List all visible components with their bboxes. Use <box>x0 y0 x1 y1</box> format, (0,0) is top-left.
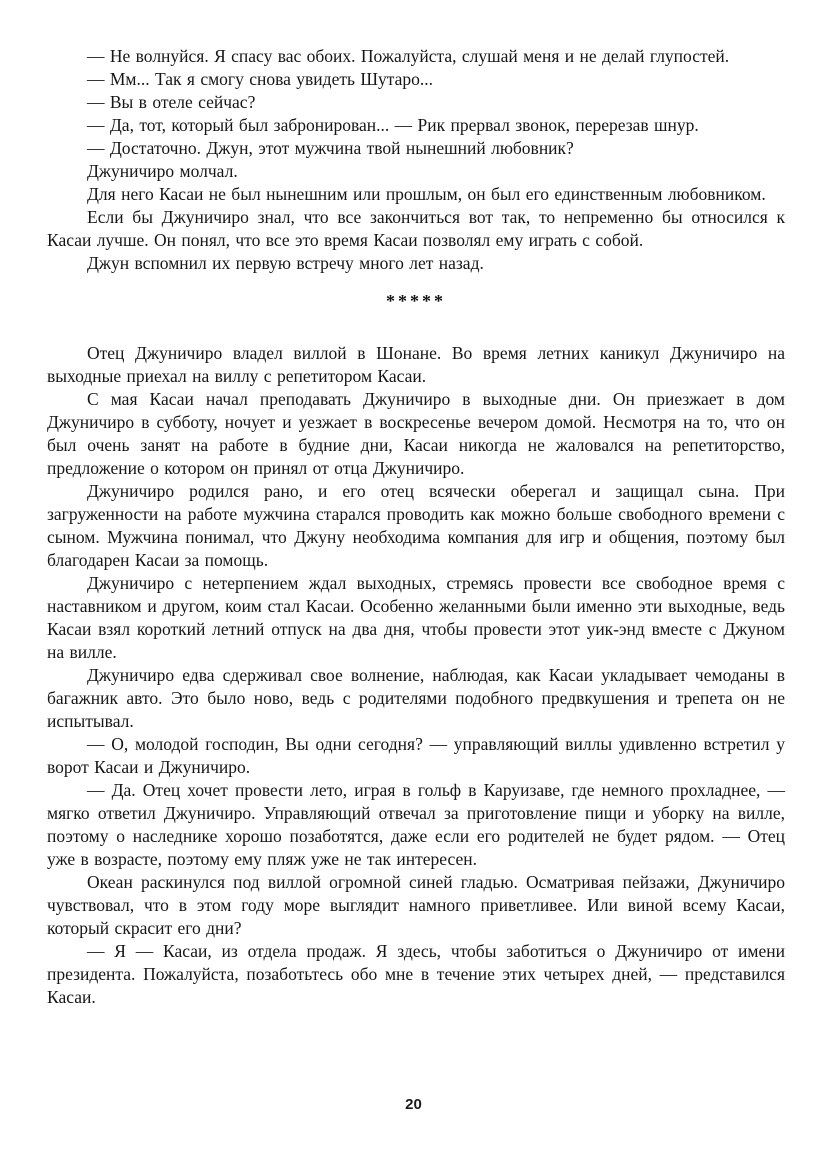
paragraph: Джуничиро родился рано, и его отец всячески оберегал и защищал сына. При загруженности на работе мужчина старался проводить как можно больше свободного времени с сыном. Мужчина понимал, что Джуну необходима компания для игр и общения, поэтому был благодарен Касаи за помощь. <box>47 481 785 570</box>
section-divider: ***** <box>386 291 446 311</box>
paragraph: — Да. Отец хочет провести лето, играя в гольф в Каруизаве, где немного прохладнее, — мягко ответил Джуничиро. Управляющий отвечал за приготовление пищи и уборку на вилле, поэтому о наследнике хорошо позаботятся, даже если его родителей не будет рядом. — Отец уже в возрасте, поэтому ему пляж уже не так интересен. <box>47 780 785 869</box>
paragraph: — О, молодой господин, Вы одни сегодня? — управляющий виллы удивленно встретил у ворот Касаи и Джуничиро. <box>47 734 785 777</box>
paragraph: Океан раскинулся под виллой огромной синей гладью. Осматривая пейзажи, Джуничиро чувствовал, что в этом году море выглядит намного приветливее. Или виной всему Касаи, который скрасит его дни? <box>47 872 785 938</box>
paragraph: — Мм... Так я смогу снова увидеть Шутаро... <box>87 69 433 89</box>
paragraph: — Да, тот, который был забронирован... — Рик прервал звонок, перерезав шнур. <box>87 115 699 135</box>
paragraph: Джуничиро едва сдерживал свое волнение, наблюдая, как Касаи укладывает чемоданы в багажник авто. Это было ново, ведь с родителями подобного предвкушения и трепета он не испытывал. <box>47 665 785 731</box>
paragraph: — Вы в отеле сейчас? <box>87 92 256 112</box>
paragraph: Отец Джуничиро владел виллой в Шонане. Во время летних каникул Джуничиро на выходные приехал на виллу с репетитором Касаи. <box>47 343 785 386</box>
page-number: 20 <box>405 1096 422 1113</box>
paragraph: Джуничиро с нетерпением ждал выходных, стремясь провести все свободное время с наставником и другом, коим стал Касаи. Особенно желанными были именно эти выходные, ведь Касаи взял короткий летний отпуск на два дня, чтобы провести этот уик-энд вместе с Джуном на вилле. <box>47 573 785 662</box>
paragraph: Джун вспомнил их первую встречу много лет назад. <box>87 253 484 273</box>
paragraph: Для него Касаи не был нынешним или прошлым, он был его единственным любовником. <box>87 184 766 204</box>
section-one <box>47 45 785 275</box>
paragraph: — Я — Касаи, из отдела продаж. Я здесь, чтобы заботиться о Джуничиро от имени президента. Пожалуйста, позаботьтесь обо мне в течение этих четырех дней, — представился Касаи. <box>47 941 785 1007</box>
paragraph: С мая Касаи начал преподавать Джуничиро в выходные дни. Он приезжает в дом Джуничиро в субботу, ночует и уезжает в воскресенье вечером домой. Несмотря на то, что он был очень занят на работе в будние дни, Касаи никогда не жаловался на репетиторство, предложение о котором он принял от отца Джуничиро. <box>47 389 785 478</box>
paragraph: — Достаточно. Джун, этот мужчина твой нынешний любовник? <box>87 138 574 158</box>
paragraph: — Не волнуйся. Я спасу вас обоих. Пожалуйста, слушай меня и не делай глупостей. <box>87 46 730 66</box>
paragraph: Джуничиро молчал. <box>87 161 238 181</box>
section-two <box>47 342 785 1009</box>
paragraph: Если бы Джуничиро знал, что все закончиться вот так, то непременно бы относился к Касаи лучше. Он понял, что все это время Касаи позволял ему играть с собой. <box>47 207 785 250</box>
